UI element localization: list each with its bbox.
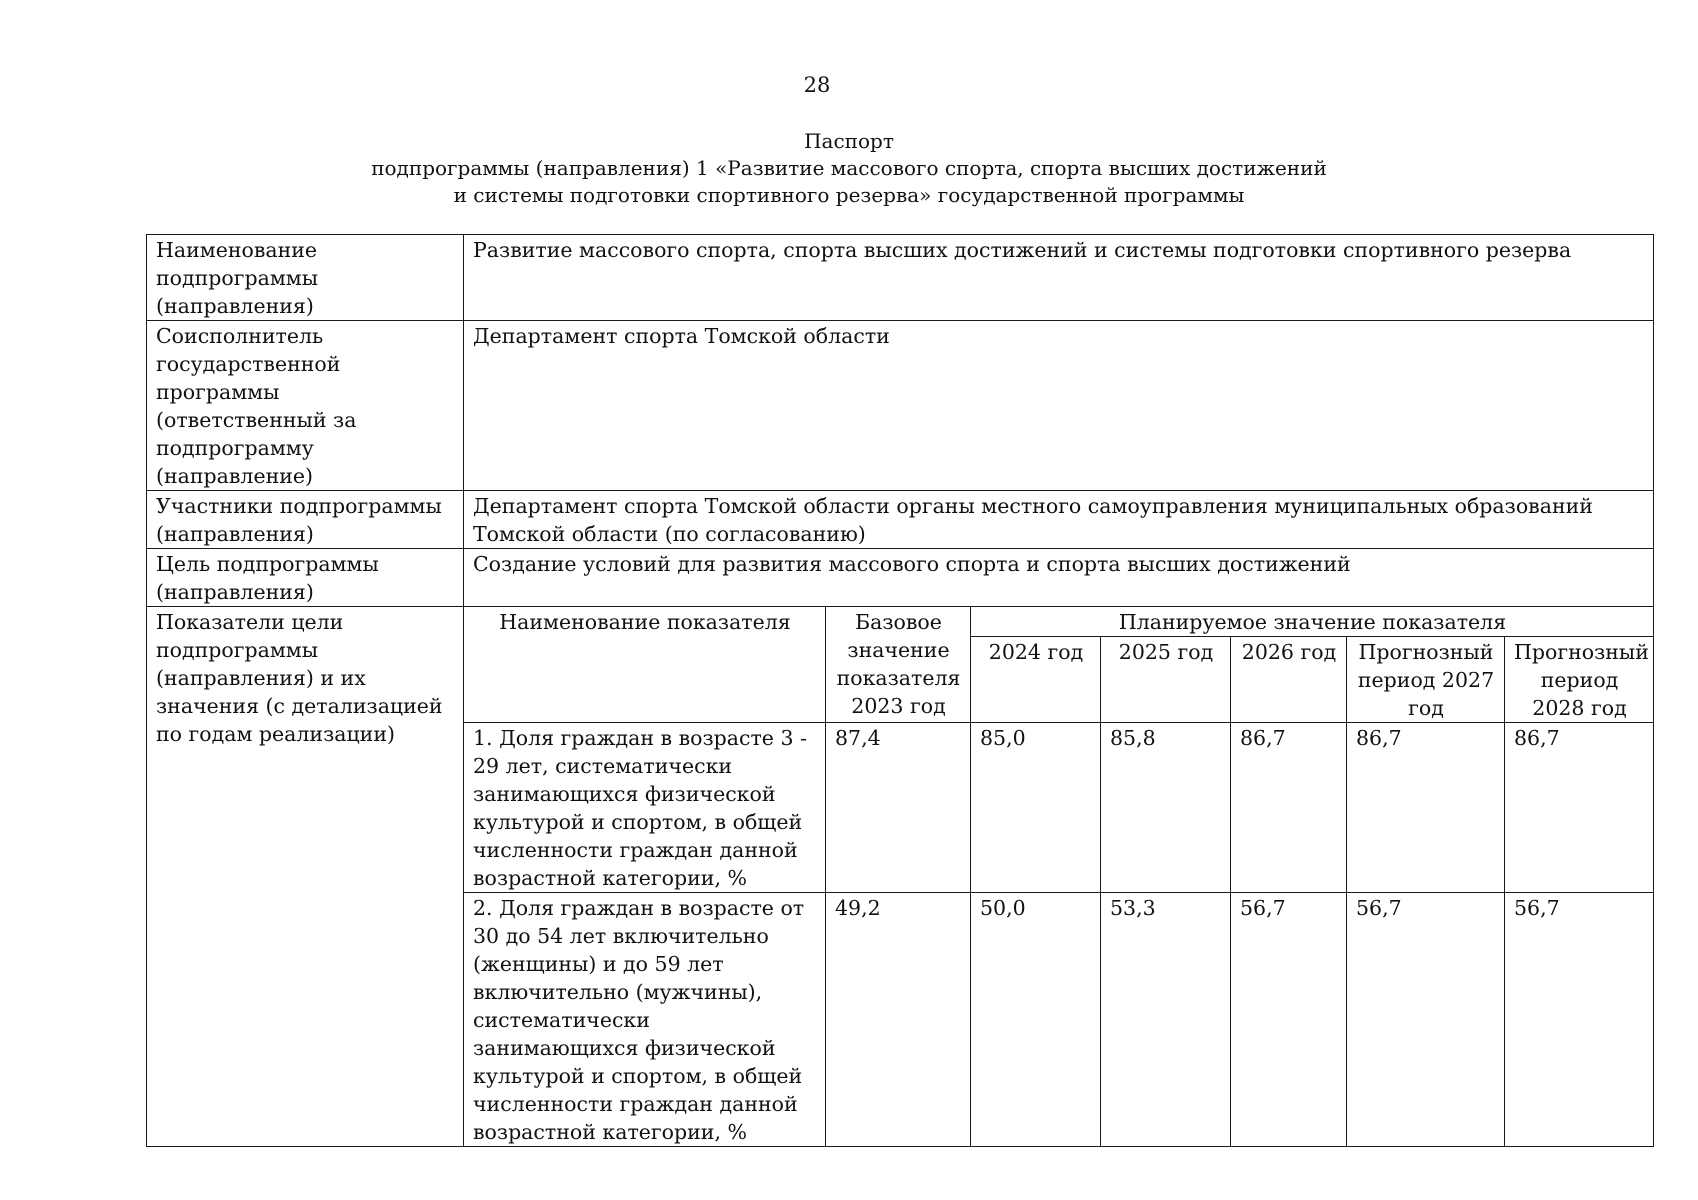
indicator-2-value-2027: 56,7: [1347, 893, 1505, 1147]
indicator-1-name: 1. Доля граждан в возрасте 3 - 29 лет, систематически занимающихся физической культурой и спортом, в общей численности граждан данной возрастной категории, %: [464, 723, 826, 893]
label-coexecutor: Соисполнитель государственной программы (ответственный за подпрограмму (направление): [147, 321, 464, 491]
heading-subtitle-line-2: и системы подготовки спортивного резерва» государственной программы: [453, 183, 1245, 207]
value-goal: Создание условий для развития массового спорта и спорта высших достижений: [464, 549, 1654, 607]
heading-subtitle-line-1: подпрограммы (направления) 1 «Развитие массового спорта, спорта высших достижений: [371, 156, 1327, 180]
indicator-1-value-2024: 85,0: [971, 723, 1101, 893]
row-goal: [147, 549, 1654, 607]
header-indicator-name: Наименование показателя: [464, 607, 826, 723]
header-year-2025: 2025 год: [1101, 637, 1231, 723]
row-indicators-header-top: [147, 607, 1654, 637]
page-number: 28: [803, 73, 831, 97]
label-indicators: Показатели цели подпрограммы (направления) и их значения (с детализацией по годам реализации): [147, 607, 464, 1147]
document-heading: [0, 128, 1698, 209]
indicator-1-value-2026: 86,7: [1231, 723, 1347, 893]
label-goal: Цель подпрограммы (направления): [147, 549, 464, 607]
header-planned-value: Планируемое значение показателя: [971, 607, 1654, 637]
header-year-2026: 2026 год: [1231, 637, 1347, 723]
header-year-2028: Прогнозный период 2028 год: [1505, 637, 1654, 723]
header-base-value: Базовое значение показателя 2023 год: [826, 607, 971, 723]
indicator-2-value-2025: 53,3: [1101, 893, 1231, 1147]
row-subprogram-name: [147, 235, 1654, 321]
indicator-2-name: 2. Доля граждан в возрасте от 30 до 54 лет включительно (женщины) и до 59 лет включительно (мужчины), систематически занимающихся физической культурой и спортом, в общей численности граждан данной возрастной категории, %: [464, 893, 826, 1147]
header-year-2024: 2024 год: [971, 637, 1101, 723]
label-participants: Участники подпрограммы (направления): [147, 491, 464, 549]
indicator-1-value-2027: 86,7: [1347, 723, 1505, 893]
header-year-2027: Прогнозный период 2027 год: [1347, 637, 1505, 723]
indicator-1-base: 87,4: [826, 723, 971, 893]
indicator-1-value-2028: 86,7: [1505, 723, 1654, 893]
value-subprogram-name: Развитие массового спорта, спорта высших достижений и системы подготовки спортивного резерва: [464, 235, 1654, 321]
row-participants: [147, 491, 1654, 549]
row-coexecutor: [147, 321, 1654, 491]
label-subprogram-name: Наименование подпрограммы (направления): [147, 235, 464, 321]
indicator-2-value-2026: 56,7: [1231, 893, 1347, 1147]
indicator-1-value-2025: 85,8: [1101, 723, 1231, 893]
passport-table: [146, 234, 1654, 1147]
indicator-2-value-2024: 50,0: [971, 893, 1101, 1147]
heading-title: Паспорт: [804, 129, 894, 153]
value-coexecutor: Департамент спорта Томской области: [464, 321, 1654, 491]
value-participants: Департамент спорта Томской области органы местного самоуправления муниципальных образований Томской области (по согласованию): [464, 491, 1654, 549]
indicator-2-value-2028: 56,7: [1505, 893, 1654, 1147]
indicator-2-base: 49,2: [826, 893, 971, 1147]
